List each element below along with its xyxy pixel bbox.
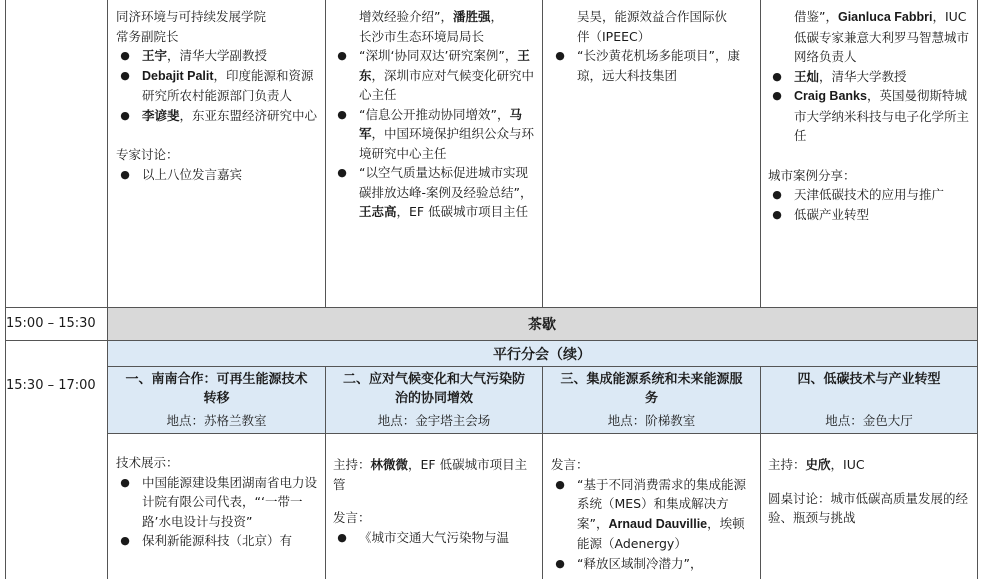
host-line: 主持：史欣，IUC [768,457,865,472]
text-line: 常务副院长 [116,28,179,44]
bottom-col1 [116,453,321,551]
list-item: ● “深圳‘协同双达’研究案例”，王东，深圳市应对气候变化研究中心主任 [337,48,535,102]
list-item: ● 以上八位发言嘉宾 [120,166,243,182]
session-header-3 [543,370,760,430]
session-header-title: 三、集成能源系统和未来能源服 [560,372,743,387]
session-header-title: 务 [644,391,658,406]
list-item: ● Craig Banks，英国曼彻斯特城市大学纳米科技与电子化学所主任 [772,88,970,143]
session-header-title: 二、应对气候变化和大气污染防 [342,372,525,387]
list-item: ● 王宇，清华大学副教授 [120,48,268,63]
session-header-title: 一、南南合作：可再生能源技术 [125,372,308,387]
speaker-title: ，东亚东盟经济研究中心 [179,107,318,123]
session-header-4 [761,370,977,430]
list-item: ● “释放区域制冷潜力”， [555,555,703,571]
list-item: ● 低碳产业转型 [772,206,870,222]
session-header-title: 四、低碳技术与产业转型 [797,372,941,387]
section-label: 技术展示： [116,455,179,470]
list-item: ● 中国能源建设集团湖南省电力设计院有限公司代表，“‘一带一路’水电设计与投资” [120,474,318,529]
session-header-1 [108,370,325,430]
session-title: 平行分会（续） [493,347,591,363]
list-item: ● 保利新能源科技（北京）有 [120,533,293,548]
session-location: 地点：金色大厅 [825,413,913,428]
case-label: 城市案例分享： [768,167,856,183]
break-time: 15:00 – 15:30 [6,316,96,331]
session-header-title: 转移 [203,391,230,406]
bottom-col2 [333,455,537,547]
break-label: 茶歇 [528,317,556,333]
host-line: 主持：林微微，EF 低碳城市项目主管 [333,457,528,492]
list-item: ● “基于不同消费需求的集成能源系统（MES）和集成解决方案”，Arnaud Dauvillie，埃顿能源（Adenergy） [555,476,746,551]
list-item: ● “长沙黄花机场多能项目”，康琼，远大科技集团 [555,48,740,83]
list-item: ● “信息公开推动协同增效”，马军，中国环境保护组织公众与环境研究中心主任 [337,106,535,161]
list-item: ● 天津低碳技术的应用与推广 [772,187,945,202]
break-band [107,308,977,340]
top-col3 [551,7,756,85]
speaker-title: ，清华大学副教授 [167,48,268,63]
bottom-col3 [551,455,756,573]
text-line: 吴昊，能源效益合作国际伙 [577,9,728,24]
top-col1 [116,7,321,184]
session-location: 地点：苏格兰教室 [166,413,267,428]
list-item: ● 李谚斐，东亚东盟经济研究中心 [120,107,318,123]
round-table-text: 圆桌讨论：城市低碳高质量发展的经验、瓶颈与挑战 [768,490,969,525]
session-title-band [107,341,977,367]
speaker-name: Debajit Palit [142,68,214,83]
top-col4 [768,7,974,224]
session-time: 15:30 – 17:00 [6,378,96,393]
speaker-name: 王宇 [142,48,168,63]
discussion-item: 以上八位发言嘉宾 [142,166,243,182]
discussion-label: 专家讨论： [116,147,179,162]
section-label: 发言： [333,510,371,525]
text-line: 增效经验介绍”，潘胜强， [359,9,504,24]
session-location: 地点：金宇塔主会场 [377,413,491,428]
list-item: ● Debajit Palit，印度能源和资源研究所农村能源部门负责人 [120,67,314,103]
top-col2 [333,7,537,222]
list-item: ● 王灿，清华大学教授 [772,68,907,84]
session-location: 地点：阶梯教室 [607,413,696,428]
speaker-title: ，印度能源和资源研究所农村能源部门负责人 [142,67,314,103]
text-line: 借鉴”，Gianluca Fabbri，IUC 低碳专家兼意大利罗马智慧城市网络负责人 [794,9,970,64]
speaker-name: 李谚斐 [142,107,180,123]
list-item: ● 《城市交通大气污染物与温 [337,529,510,545]
session-header-title: 治的协同增效 [394,391,473,406]
bottom-col4 [768,455,973,528]
text-line: 同济环境与可持续发展学院 [116,9,267,24]
list-item: ● “以空气质量达标促进城市实现碳排放达峰-案例及经验总结”，王志高，EF 低碳城市项目主任 [337,165,533,219]
text-line: 伴（IPEEC） [577,28,651,44]
session-header-2 [326,370,542,430]
section-label: 发言： [551,457,589,472]
text-line: 长沙市生态环境局局长 [359,28,485,44]
